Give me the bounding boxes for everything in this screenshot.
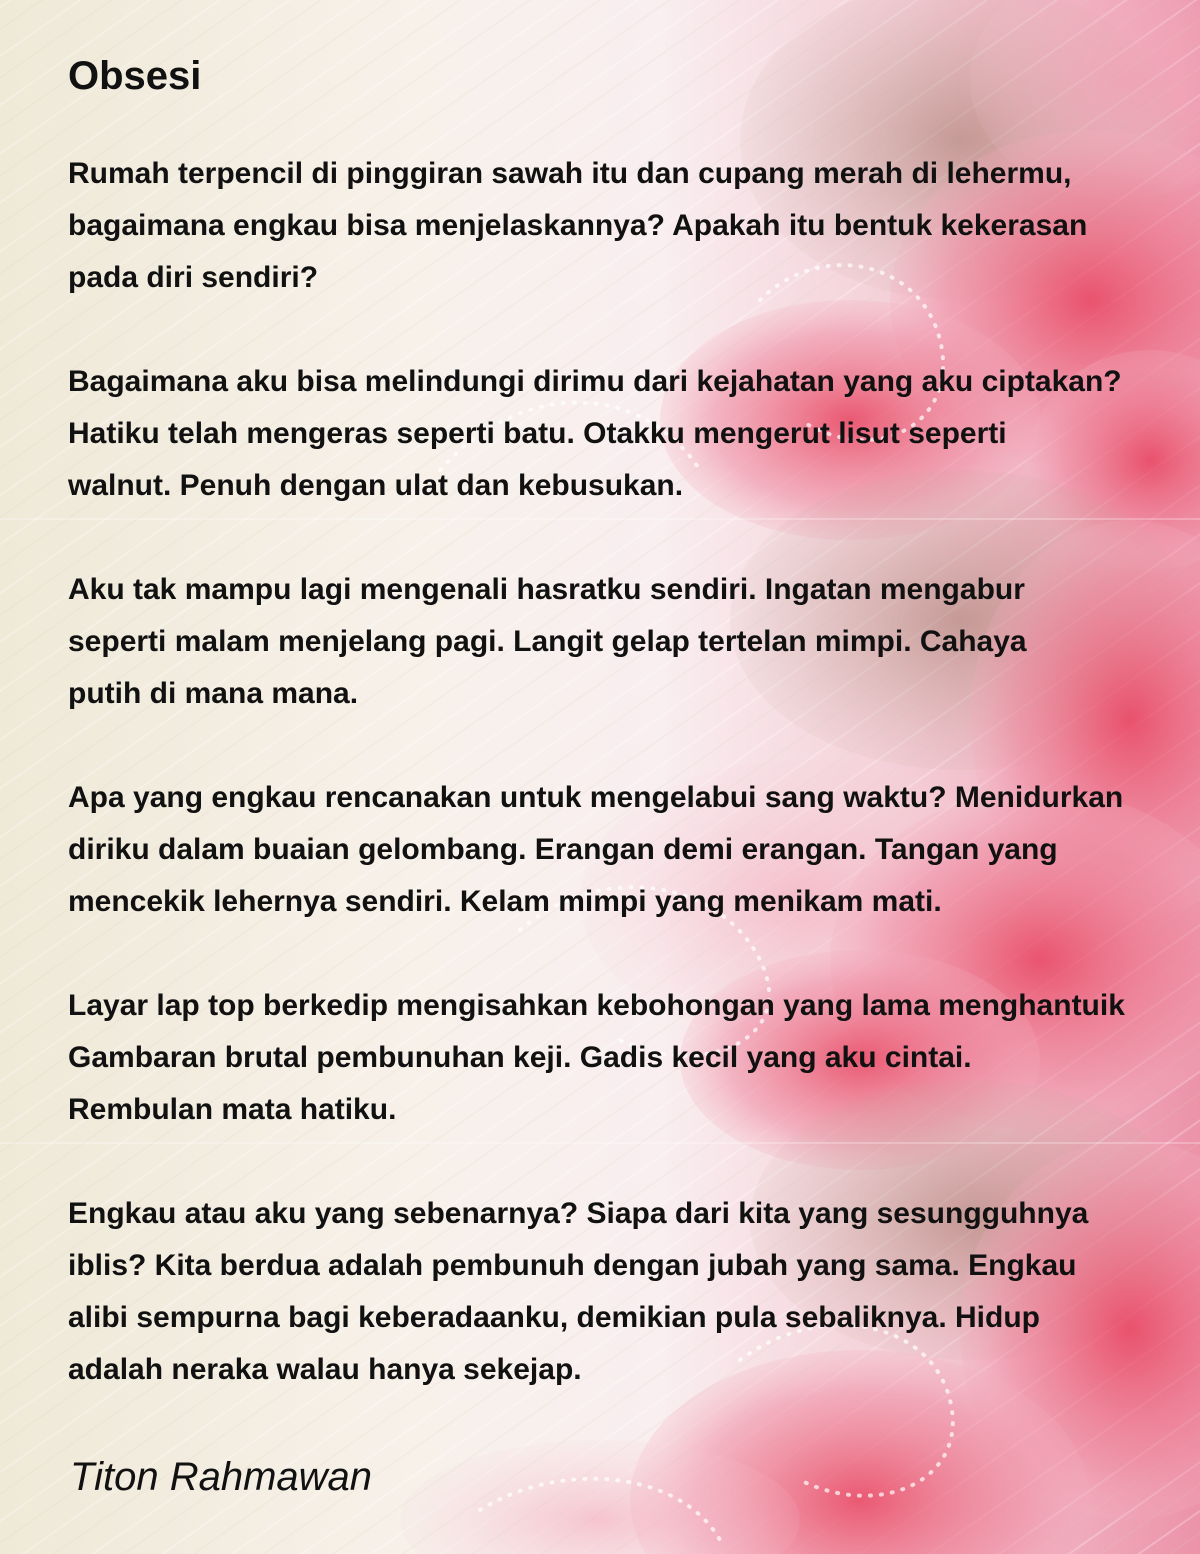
stanza-line: pada diri sendiri? [68,261,319,294]
stanza-2 [68,356,1122,512]
stanza-line: Hatiku telah mengeras seperti batu. Otakku mengerut lisut seperti [68,417,1007,450]
stanza-1 [68,148,1087,304]
stanza-line: Gambaran brutal pembunuhan keji. Gadis kecil yang aku cintai. [68,1041,972,1074]
stanza-line: seperti malam menjelang pagi. Langit gelap tertelan mimpi. Cahaya [68,625,1027,658]
stanza-line: diriku dalam buaian gelombang. Erangan demi erangan. Tangan yang [68,833,1058,866]
poem-title: Obsesi [68,54,202,98]
stanza-5 [68,980,1125,1136]
stanza-line: Apa yang engkau rencanakan untuk mengelabui sang waktu? Menidurkan [68,781,1124,814]
stanza-line: Layar lap top berkedip mengisahkan kebohongan yang lama menghantuik [68,989,1125,1022]
stanza-line: Bagaimana aku bisa melindungi dirimu dari kejahatan yang aku ciptakan? [68,365,1122,398]
stanza-3 [68,564,1027,720]
stanza-line: Rumah terpencil di pinggiran sawah itu dan cupang merah di lehermu, [68,157,1072,190]
stanza-line: Engkau atau aku yang sebenarnya? Siapa dari kita yang sesungguhnya [68,1197,1089,1230]
stanza-line: mencekik lehernya sendiri. Kelam mimpi yang menikam mati. [68,885,942,918]
stanza-4 [68,772,1123,928]
poem-author: Titon Rahmawan [70,1455,373,1499]
stanza-line: bagaimana engkau bisa menjelaskannya? Apakah itu bentuk kekerasan [68,209,1088,242]
stanza-line: Aku tak mampu lagi mengenali hasratku sendiri. Ingatan mengabur [68,573,1025,606]
stanza-line: putih di mana mana. [68,677,359,710]
stanza-6 [68,1188,1088,1396]
stanza-line: Rembulan mata hatiku. [68,1093,397,1126]
stanza-line: alibi sempurna bagi keberadaanku, demikian pula sebaliknya. Hidup [68,1301,1040,1334]
stanza-line: walnut. Penuh dengan ulat dan kebusukan. [68,469,684,502]
stanza-line: iblis? Kita berdua adalah pembunuh dengan jubah yang sama. Engkau [68,1249,1077,1282]
stanza-line: adalah neraka walau hanya sekejap. [68,1353,582,1386]
